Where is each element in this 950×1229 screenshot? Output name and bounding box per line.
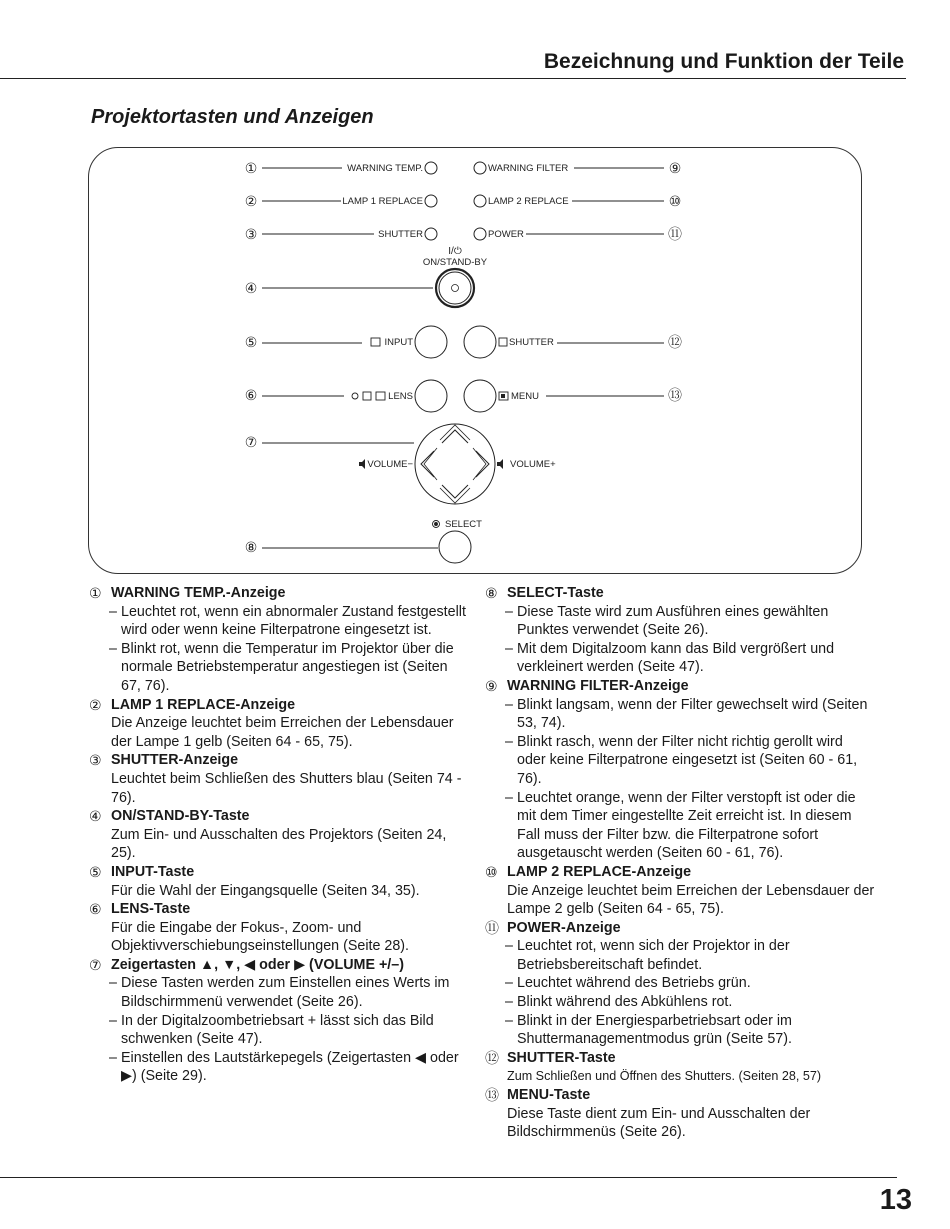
item-title: MENU-Taste bbox=[507, 1087, 591, 1104]
item-bullet bbox=[89, 1049, 469, 1086]
item-number: ⑪ bbox=[485, 919, 499, 936]
description-item-heading bbox=[89, 584, 469, 603]
bullet-text: Leuchtet während des Betriebs grün. bbox=[517, 975, 751, 992]
item-number: ⑤ bbox=[89, 863, 102, 880]
item-bullet bbox=[485, 733, 875, 789]
callout-2: ② bbox=[244, 193, 258, 209]
bullet-dash: – bbox=[109, 1049, 117, 1066]
description-item-heading bbox=[89, 807, 469, 826]
callout-8: ⑧ bbox=[244, 539, 258, 555]
description-item-heading bbox=[485, 863, 875, 882]
item-bullet bbox=[89, 974, 469, 1011]
item-description: Diese Taste dient zum Ein- und Ausschalten der Bildschirmmenüs (Seite 26). bbox=[507, 1105, 811, 1141]
description-item bbox=[89, 584, 469, 696]
callout-4: ④ bbox=[244, 280, 258, 296]
description-item bbox=[89, 863, 469, 900]
footer-rule bbox=[0, 1177, 897, 1178]
description-item-heading bbox=[485, 1086, 875, 1105]
item-title: LAMP 2 REPLACE-Anzeige bbox=[507, 863, 692, 880]
item-title: Zeigertasten ▲, ▼, ◀ oder ▶ (VOLUME +/–) bbox=[111, 956, 404, 973]
item-number: ⑨ bbox=[485, 677, 498, 694]
item-title: LAMP 1 REPLACE-Anzeige bbox=[111, 696, 296, 713]
section-title: Projektortasten und Anzeigen bbox=[91, 106, 374, 128]
bullet-text: Einstellen des Lautstärkepegels (Zeigertasten ◀ oder ▶) (Seite 29). bbox=[121, 1049, 459, 1085]
item-title: WARNING TEMP.-Anzeige bbox=[111, 585, 286, 601]
item-number: ⑫ bbox=[485, 1049, 499, 1066]
item-title: SHUTTER-Taste bbox=[507, 1049, 616, 1066]
bullet-dash: – bbox=[505, 938, 513, 955]
descriptions-left-column bbox=[89, 584, 469, 1086]
description-item bbox=[89, 807, 469, 863]
label-menu: MENU bbox=[511, 391, 539, 402]
bullet-dash: – bbox=[505, 733, 513, 750]
page-header-title: Bezeichnung und Funktion der Teile bbox=[543, 50, 904, 73]
item-number: ⑦ bbox=[89, 956, 102, 973]
label-select: SELECT bbox=[445, 519, 482, 530]
bullet-dash: – bbox=[109, 603, 117, 620]
page-number: 13 bbox=[879, 1184, 912, 1216]
callout-12: ⑫ bbox=[668, 334, 682, 350]
bullet-dash: – bbox=[505, 789, 513, 806]
item-description: Zum Schließen und Öffnen des Shutters. (Seiten 28, 57) bbox=[507, 1069, 822, 1084]
bullet-dash: – bbox=[505, 603, 513, 620]
item-description: Zum Ein- und Ausschalten des Projektors (Seiten 24, 25). bbox=[111, 826, 447, 862]
callout-9: ⑨ bbox=[668, 160, 682, 176]
label-volume-minus: VOLUME− bbox=[367, 459, 413, 470]
bullet-text: Blinkt rasch, wenn der Filter nicht richtig gerollt wird oder keine Filterpatrone eingesetzt ist (Seiten 60 - 61, 76). bbox=[517, 733, 858, 787]
label-shutter-button: SHUTTER bbox=[509, 337, 554, 348]
callout-3: ③ bbox=[244, 226, 258, 242]
bullet-dash: – bbox=[505, 696, 513, 713]
item-description: Die Anzeige leuchtet beim Erreichen der Lebensdauer der Lampe 1 gelb (Seiten 64 - 65, 75). bbox=[111, 715, 454, 750]
callout-10: ⑩ bbox=[668, 193, 682, 209]
item-number: ② bbox=[89, 696, 102, 713]
bullet-text: Blinkt in der Energiesparbetriebsart oder im Shuttermanagementmodus grün (Seite 57). bbox=[517, 1012, 792, 1048]
description-item bbox=[485, 584, 875, 677]
bullet-text: Leuchtet rot, wenn sich der Projektor in der Betriebsbereitschaft befindet. bbox=[517, 938, 790, 973]
label-lamp2-replace: LAMP 2 REPLACE bbox=[488, 196, 569, 207]
description-item bbox=[485, 863, 875, 919]
description-item-heading bbox=[485, 1049, 875, 1068]
description-item bbox=[89, 751, 469, 807]
descriptions-right-column bbox=[485, 584, 875, 1142]
bullet-text: Diese Taste wird zum Ausführen eines gewählten Punktes verwendet (Seite 26). bbox=[517, 603, 829, 639]
bullet-dash: – bbox=[505, 1012, 513, 1029]
bullet-dash: – bbox=[505, 640, 513, 657]
bullet-text: Mit dem Digitalzoom kann das Bild vergrößert und verkleinert werden (Seite 47). bbox=[517, 640, 835, 676]
item-number: ④ bbox=[89, 808, 102, 825]
description-item-heading bbox=[485, 919, 875, 938]
callout-5: ⑤ bbox=[244, 334, 258, 350]
bullet-dash: – bbox=[109, 640, 117, 657]
description-item-heading bbox=[485, 584, 875, 603]
item-title: LENS-Taste bbox=[111, 901, 191, 918]
item-bullet bbox=[485, 937, 875, 974]
callout-1: ① bbox=[244, 160, 258, 176]
item-number: ⑧ bbox=[485, 585, 498, 601]
label-power: POWER bbox=[488, 229, 524, 240]
callout-13: ⑬ bbox=[668, 387, 682, 403]
label-lens: LENS bbox=[388, 391, 413, 402]
label-lamp1-replace: LAMP 1 REPLACE bbox=[342, 196, 423, 207]
description-item-heading bbox=[89, 956, 469, 975]
item-title: SHUTTER-Anzeige bbox=[111, 752, 239, 769]
callout-6: ⑥ bbox=[244, 387, 258, 403]
label-on-standby: ON/STAND-BY bbox=[422, 257, 488, 268]
bullet-dash: – bbox=[109, 975, 117, 992]
label-input: INPUT bbox=[384, 337, 413, 348]
item-number: ⑥ bbox=[89, 901, 102, 918]
label-shutter-indicator: SHUTTER bbox=[378, 229, 423, 240]
bullet-dash: – bbox=[505, 975, 513, 992]
label-warning-filter: WARNING FILTER bbox=[488, 163, 569, 174]
description-item bbox=[485, 1086, 875, 1142]
item-title: WARNING FILTER-Anzeige bbox=[507, 677, 689, 694]
bullet-text: Blinkt während des Abkühlens rot. bbox=[517, 994, 733, 1011]
description-item-heading bbox=[89, 751, 469, 770]
item-description: Für die Eingabe der Fokus-, Zoom- und Objektivverschiebungseinstellungen (Seite 28). bbox=[111, 919, 410, 955]
bullet-text: Diese Tasten werden zum Einstellen eines Werts im Bildschirmmenü verwendet (Seite 26). bbox=[121, 975, 450, 1011]
item-title: ON/STAND-BY-Taste bbox=[111, 808, 250, 825]
item-number: ③ bbox=[89, 752, 102, 769]
description-item bbox=[485, 677, 875, 863]
item-bullet bbox=[485, 974, 875, 993]
description-item bbox=[485, 919, 875, 1049]
callout-7: ⑦ bbox=[244, 434, 258, 450]
description-item bbox=[89, 900, 469, 956]
bullet-dash: – bbox=[505, 994, 513, 1011]
bullet-text: In der Digitalzoombetriebsart + lässt sich das Bild schwenken (Seite 47). bbox=[121, 1012, 434, 1048]
item-number: ① bbox=[89, 585, 102, 601]
description-item-heading bbox=[89, 900, 469, 919]
callout-11: ⑪ bbox=[668, 226, 682, 242]
item-description: Für die Wahl der Eingangsquelle (Seiten 34, 35). bbox=[111, 882, 420, 899]
item-bullet bbox=[89, 640, 469, 696]
item-bullet bbox=[485, 696, 875, 733]
item-bullet bbox=[485, 1012, 875, 1049]
label-volume-plus: VOLUME+ bbox=[510, 459, 556, 470]
label-on-standby-symbol: I/⏻ bbox=[448, 246, 462, 257]
control-panel-diagram bbox=[0, 0, 950, 590]
bullet-text: Leuchtet orange, wenn der Filter verstopft ist oder die mit dem Timer eingestellte Zeit erreicht ist. In diesem Fall muss der Filter bzw. die Filterpatrone sofort ausgetauscht werden (Seiten 60 - 61, 76). bbox=[517, 789, 856, 862]
item-title: SELECT-Taste bbox=[507, 585, 604, 601]
label-warning-temp: WARNING TEMP. bbox=[347, 163, 423, 174]
bullet-text: Leuchtet rot, wenn ein abnormaler Zustand festgestellt wird oder wenn keine Filterpatrone eingesetzt ist. bbox=[121, 603, 466, 639]
item-bullet bbox=[485, 603, 875, 640]
item-description: Die Anzeige leuchtet beim Erreichen der Lebensdauer der Lampe 2 gelb (Seiten 64 - 65, 75). bbox=[507, 882, 875, 918]
bullet-dash: – bbox=[109, 1012, 117, 1029]
description-item bbox=[89, 696, 469, 752]
item-title: POWER-Anzeige bbox=[507, 919, 621, 936]
item-number: ⑩ bbox=[485, 863, 498, 880]
item-bullet bbox=[89, 603, 469, 640]
description-item-heading bbox=[485, 677, 875, 696]
item-bullet bbox=[485, 640, 875, 677]
item-bullet bbox=[89, 1012, 469, 1049]
bullet-text: Blinkt rot, wenn die Temperatur im Projektor über die normale Betriebstemperatur angestiegen ist (Seiten 67, 76). bbox=[121, 640, 454, 694]
item-title: INPUT-Taste bbox=[111, 863, 195, 880]
item-bullet bbox=[485, 789, 875, 863]
description-item bbox=[485, 1049, 875, 1086]
description-item-heading bbox=[89, 696, 469, 715]
item-number: ⑬ bbox=[485, 1087, 499, 1104]
item-description: Leuchtet beim Schließen des Shutters blau (Seiten 74 - 76). bbox=[111, 770, 462, 806]
description-item bbox=[89, 956, 469, 1086]
description-item-heading bbox=[89, 863, 469, 882]
bullet-text: Blinkt langsam, wenn der Filter gewechselt wird (Seiten 53, 74). bbox=[517, 696, 868, 732]
item-bullet bbox=[485, 993, 875, 1012]
